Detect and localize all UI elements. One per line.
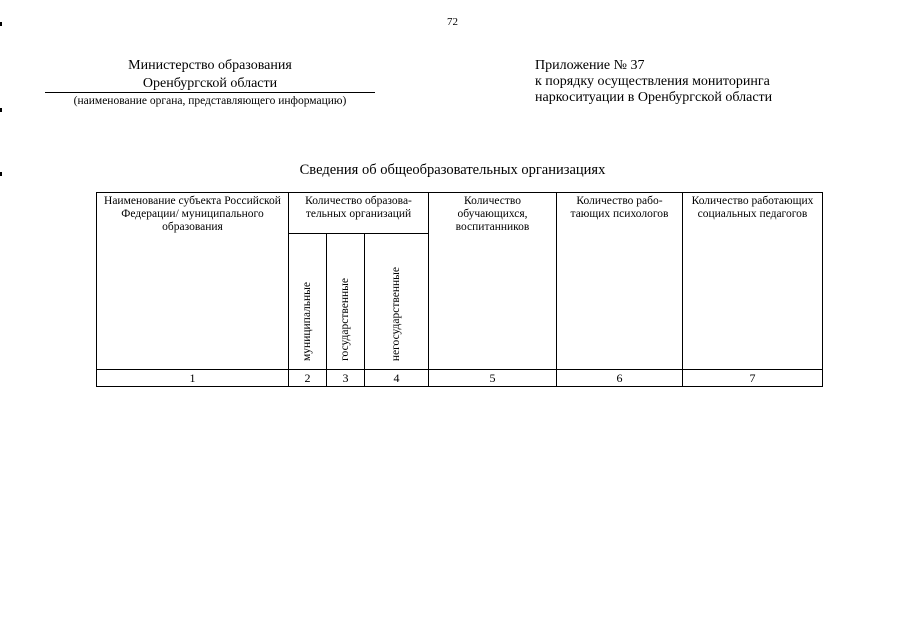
column-number: 7 xyxy=(683,370,823,387)
subheader-municipal: муниципальные xyxy=(301,282,313,361)
organization-header xyxy=(40,58,380,108)
margin-mark xyxy=(0,108,2,112)
organization-caption: (наименование органа, представляющего информацию) xyxy=(73,95,347,107)
column-number-row xyxy=(97,370,823,387)
header-students-count: Количество обучающихся, воспитанников xyxy=(429,193,557,370)
column-number: 6 xyxy=(557,370,683,387)
header-row xyxy=(97,193,823,234)
appendix-number: Приложение № 37 xyxy=(535,58,645,73)
appendix-line2: к порядку осуществления мониторинга xyxy=(535,74,770,89)
subheader-nonstate: негосударственные xyxy=(390,266,402,361)
subheader-state-cell xyxy=(327,234,365,370)
page-number: 72 xyxy=(447,16,458,28)
organizations-table xyxy=(96,192,823,387)
column-number: 4 xyxy=(365,370,429,387)
column-number: 1 xyxy=(97,370,289,387)
subheader-state: государственные xyxy=(339,278,351,361)
header-psychologists-count: Количество рабо-тающих психологов xyxy=(557,193,683,370)
header-subject-name: Наименование субъекта Российской Федерации/ муниципального образования xyxy=(97,193,289,370)
column-number: 2 xyxy=(289,370,327,387)
organization-name-line1: Министерство образования xyxy=(128,58,292,73)
organization-name-line2: Оренбургской области xyxy=(45,76,375,93)
document-title: Сведения об общеобразовательных организациях xyxy=(299,162,606,178)
subheader-municipal-cell xyxy=(289,234,327,370)
column-number: 3 xyxy=(327,370,365,387)
subheader-nonstate-cell xyxy=(365,234,429,370)
column-number: 5 xyxy=(429,370,557,387)
appendix-header xyxy=(535,58,865,106)
appendix-line3: наркоситуации в Оренбургской области xyxy=(535,90,773,105)
header-social-pedagogues-count: Количество работающих социальных педагогов xyxy=(683,193,823,370)
header-org-count: Количество образова-тельных организаций xyxy=(289,193,429,234)
